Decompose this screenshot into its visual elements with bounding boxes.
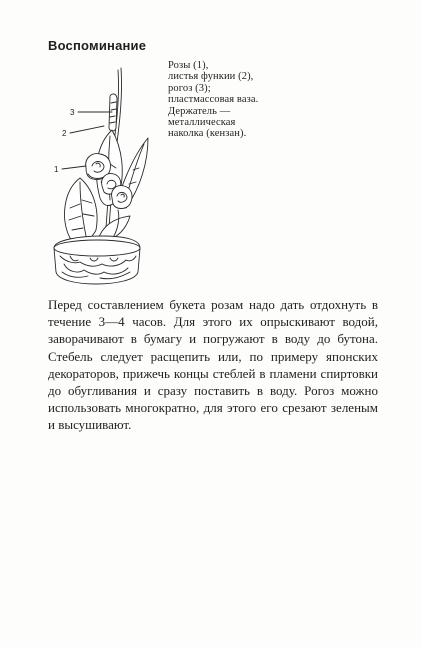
- legend-item: рогоз (3);: [168, 82, 211, 94]
- callout-1: 1: [54, 165, 59, 174]
- callout-labels: [54, 108, 75, 174]
- callout-2: 2: [62, 129, 67, 138]
- legend-item: Держатель —: [168, 105, 231, 117]
- callout-3: 3: [70, 108, 75, 117]
- legend-item: металлическая: [168, 117, 236, 129]
- legend-item: листья функии (2),: [168, 71, 254, 83]
- flower-arrangement-illustration: [40, 58, 170, 288]
- vase-drawing: [54, 236, 140, 284]
- materials-legend: [168, 60, 318, 140]
- instruction-paragraph: Перед составлением букета розам надо дать отдохнуть в течение 3—4 часов. Для этого их опрыскивают водой, заворачивают в бумагу и погружают в воду до бутона. Стебель следует расщепить или, по примеру японских декораторов, прижечь концы стеблей в пламени спиртовки до обугливания и сразу поставить в воду. Рогоз можно использовать многократно, для этого его срезают зеленым и высушивают.: [48, 297, 378, 433]
- legend-item: наколка (кензан).: [168, 128, 247, 140]
- legend-item: пластмассовая ваза.: [168, 94, 259, 106]
- page-title: Воспоминание: [48, 38, 147, 53]
- legend-item: Розы (1),: [168, 60, 209, 71]
